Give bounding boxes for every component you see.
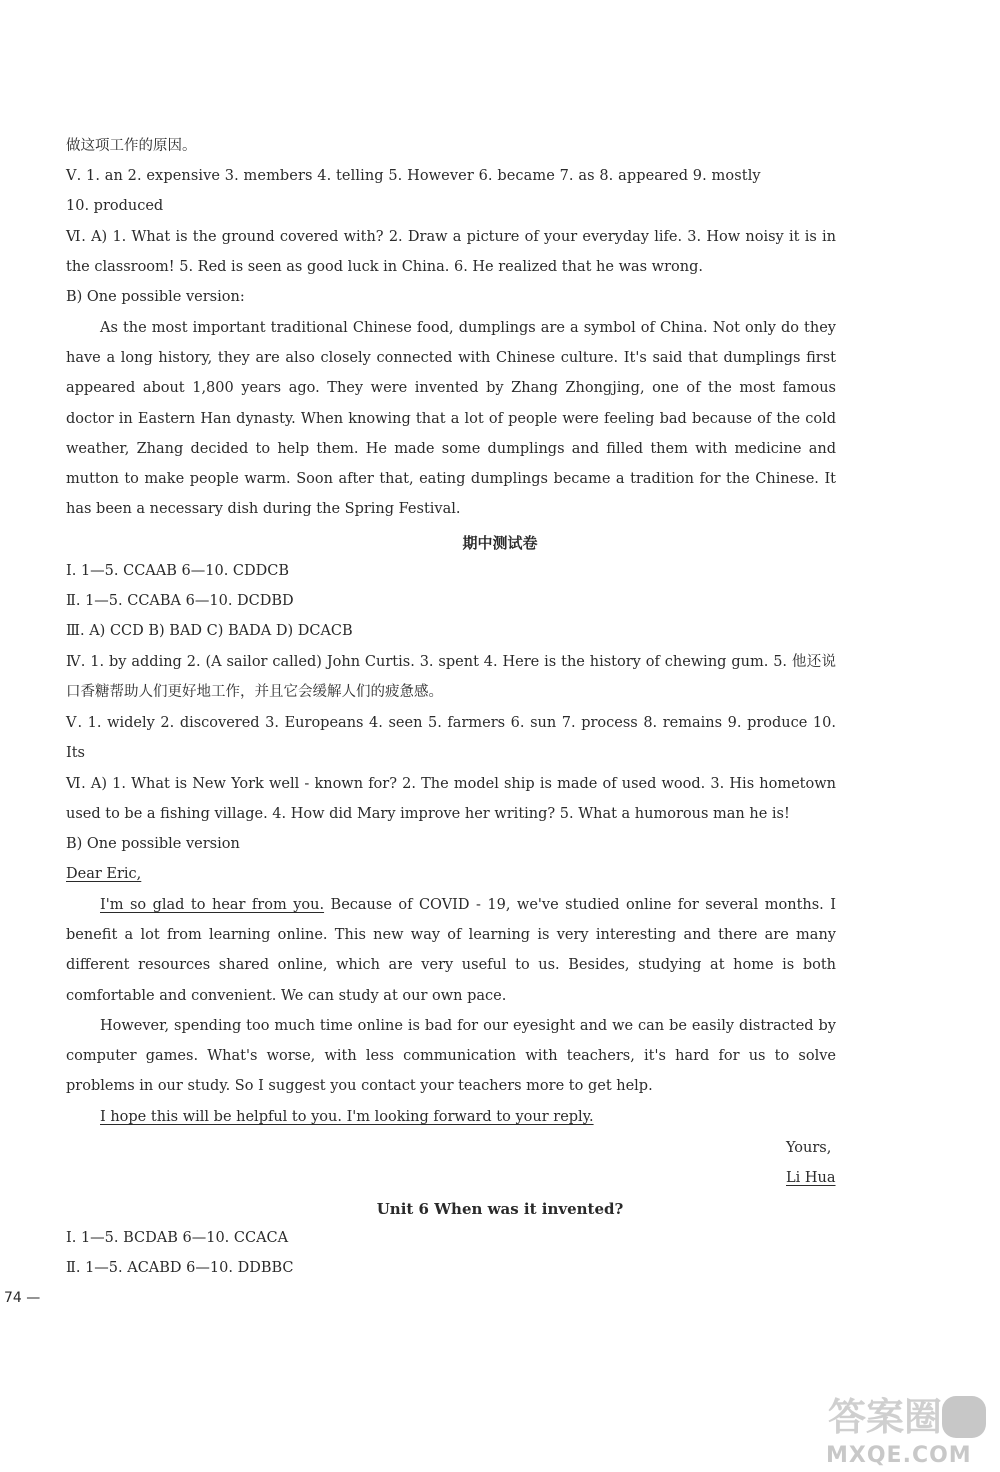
midterm-section-iv: Ⅳ. 1. by adding 2. (A sailor called) John Curtis. 3. spent 4. Here is the history of chewing gum. 5. 他还说口香糖帮助人们更好地工作，并且它会缓解人们的疲惫感。 <box>66 654 836 701</box>
essay-dumplings: As the most important traditional Chinese food, dumplings are a symbol of China. Not only do they have a long history, they are also closely connected with Chinese culture. It's said that dumplings first appeared about 1,800 years ago. They were invented by Zhang Zhongjing, one of the most famous doctor in Eastern Han dynasty. When knowing that a lot of people were feeling bad because of the cold weather, Zhang decided to help them. He made some dumplings and filled them with medicine and mutton to make people warm. Soon after that, eating dumplings became a tradition for the Chinese. It has been a necessary dish during the Spring Festival. <box>66 320 836 518</box>
section-vi-a: Ⅵ. A) 1. What is the ground covered with? 2. Draw a picture of your everyday life. 3. How noisy it is in the classroom! 5. Red is seen as good luck in China. 6. He realized that he was wrong. <box>66 229 836 276</box>
text-line: B) One possible version: <box>66 289 245 305</box>
underlined-sentence: I'm so glad to hear from you. <box>100 897 325 913</box>
underlined-sentence: I hope this will be helpful to you. I'm looking forward to your reply. <box>100 1109 594 1125</box>
text-line: 做这项工作的原因。 <box>66 138 197 154</box>
paragraph-text: Because of COVID - 19, we've studied online for several months. I benefit a lot from learning online. This new way of learning is very interesting and there are many different resources shared online, which are very useful to us. Besides, studying at home is both comfortable and convenient. We can study at our own pace. <box>66 897 836 1004</box>
letter-closing: Yours, <box>786 1140 832 1156</box>
unit6-section-ii: Ⅱ. 1—5. ACABD 6—10. DDBBC <box>66 1260 294 1276</box>
midterm-title: 期中测试卷 <box>462 534 538 552</box>
letter-greeting <box>66 864 836 884</box>
watermark-glyphs: 答案圈 <box>828 1395 943 1439</box>
signature-text: Li Hua <box>786 1170 836 1186</box>
midterm-section-i: Ⅰ. 1—5. CCAAB 6—10. CDDCB <box>66 563 290 579</box>
text-line: 10. produced <box>66 198 164 214</box>
midterm-section-vi-a: Ⅵ. A) 1. What is New York well - known for? 2. The model ship is made of used wood. 3. His hometown used to be a fishing village. 4. How did Mary improve her writing? 5. What a humorous man he is! <box>66 776 836 823</box>
page-number: 74 — <box>4 1290 41 1306</box>
midterm-section-iii: Ⅲ. A) CCD B) BAD C) BADA D) DCACB <box>66 623 353 639</box>
unit6-section-i: Ⅰ. 1—5. BCDAB 6—10. CCACA <box>66 1230 289 1246</box>
watermark-badge <box>942 1396 986 1438</box>
watermark-icon <box>822 1388 992 1468</box>
midterm-section-ii: Ⅱ. 1—5. CCABA 6—10. DCDBD <box>66 593 294 609</box>
watermark-logo <box>822 1388 992 1468</box>
letter-paragraph-2: However, spending too much time online is bad for our eyesight and we can be easily distracted by computer games. What's worse, with less communication with teachers, it's hard for us to solve problems in our study. So I suggest you contact your teachers more to get help. <box>66 1018 836 1095</box>
letter-paragraph-3 <box>66 1102 836 1132</box>
letter-paragraph-1 <box>66 890 836 1011</box>
letter-signature <box>786 1168 836 1188</box>
text-line: Ⅴ. 1. an 2. expensive 3. members 4. telling 5. However 6. became 7. as 8. appeared 9. mostly <box>66 168 761 184</box>
midterm-section-v: Ⅴ. 1. widely 2. discovered 3. Europeans 4. seen 5. farmers 6. sun 7. process 8. remains 9. produce 10. Its <box>66 715 836 762</box>
watermark-text: MXQE.COM <box>826 1443 972 1468</box>
midterm-section-vi-b: B) One possible version <box>66 836 240 852</box>
greeting-text: Dear Eric, <box>66 866 142 882</box>
unit6-title: Unit 6 When was it invented? <box>376 1200 624 1218</box>
